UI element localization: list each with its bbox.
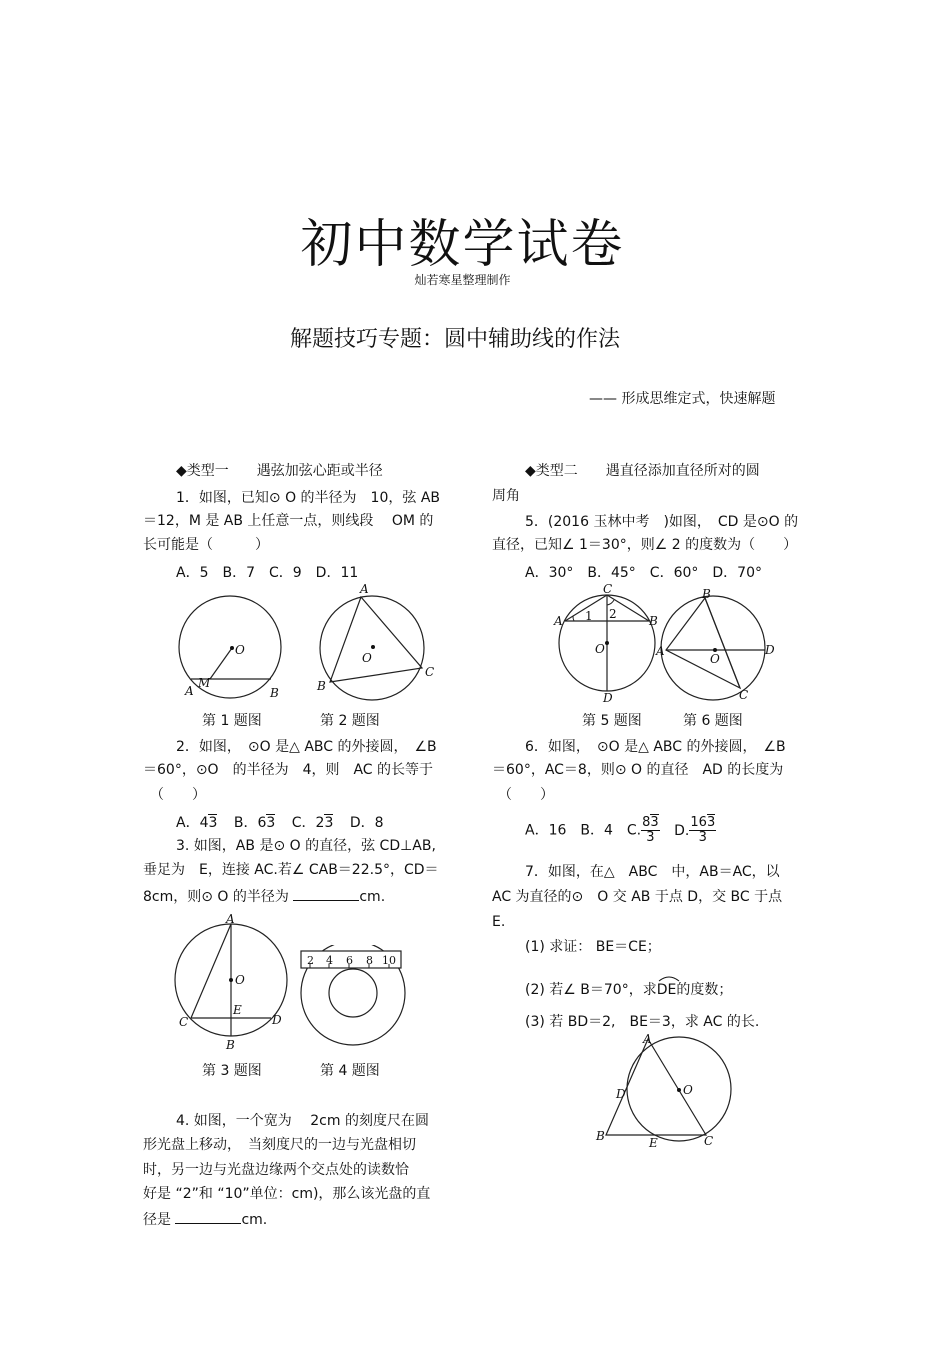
type2-heading: ◆类型二 遇直径添加直径所对的圆: [525, 463, 760, 479]
caption-fig2: 第 2 题图: [320, 713, 380, 729]
answer-blank-q4[interactable]: [175, 1211, 241, 1224]
q7-part3: (3) 若 BD＝2, BE＝3，求 AC 的长.: [525, 1014, 760, 1030]
q4-line1: 4. 如图，一个宽为 2cm 的刻度尺在圆: [176, 1113, 429, 1129]
q1-line1: 1．如图，已知⊙ O 的半径为 10，弦 AB: [176, 490, 441, 506]
q2-options: A．43 B．63 C．23 D．8: [176, 815, 384, 831]
q3-line3: 8cm，则⊙ O 的半径为 cm.: [143, 889, 386, 905]
q3-line1: 3. 如图，AB 是⊙ O 的直径，弦 CD⊥AB,: [176, 838, 436, 854]
figure-5: [548, 584, 660, 704]
label-C: C: [425, 665, 435, 679]
label-D: D: [272, 1013, 282, 1027]
figure-6: [653, 586, 778, 704]
label-C: C: [704, 1134, 714, 1148]
ruler-mark-10: 10: [382, 954, 396, 967]
ruler-mark-2: 2: [307, 954, 314, 967]
q6-line3: （ ）: [498, 787, 554, 803]
type2-heading-2: 周角: [492, 488, 520, 504]
angle-2: 2: [609, 607, 617, 621]
q3-line2: 垂足为 E，连接 AC.若∠ CAB＝22.5°，CD＝: [143, 862, 439, 878]
label-A: A: [226, 912, 235, 926]
label-D: D: [603, 691, 613, 704]
q6-options: A．16 B．4 C. $\frac{83}{3}$ D. $\frac{163}{3}$: [525, 815, 716, 845]
label-C: C: [739, 688, 749, 702]
q5-line2: 直径，已知∠ 1＝30°，则∠ 2 的度数为（ ）: [492, 537, 798, 553]
q4-line4: 好是 “2”和 “10”单位：cm)，那么该光盘的直: [143, 1186, 431, 1202]
ruler-mark-6: 6: [346, 954, 353, 967]
label-O: O: [235, 973, 245, 987]
figure-2: [310, 580, 440, 705]
ruler-mark-4: 4: [326, 954, 333, 967]
q6-line2: ＝60°，AC＝8，则⊙ O 的直径 AD 的长度为: [492, 762, 784, 778]
label-O: O: [683, 1083, 693, 1097]
label-C: C: [603, 584, 613, 596]
answer-blank-q3[interactable]: [293, 888, 359, 901]
label-O: O: [235, 643, 245, 657]
label-D: D: [765, 643, 775, 657]
q2-line1: 2．如图， ⊙O 是△ ABC 的外接圆， ∠B: [176, 739, 437, 755]
page-title: 初中数学试卷: [300, 215, 625, 275]
caption-fig5: 第 5 题图: [582, 713, 642, 729]
label-M: M: [198, 676, 211, 690]
q1-line3: 长可能是（ ）: [143, 537, 269, 553]
caption-fig1: 第 1 题图: [202, 713, 262, 729]
q5-line1: 5．(2016 玉林中考 )如图， CD 是⊙O 的: [525, 514, 799, 530]
q2-line3: （ ）: [150, 787, 206, 803]
label-B: B: [270, 686, 279, 700]
label-A: A: [656, 644, 665, 658]
figure-3: [170, 912, 295, 1052]
figure-1: [170, 590, 295, 705]
label-A: A: [185, 684, 194, 698]
angle-1: 1: [585, 609, 593, 623]
q4-line5: 径是 cm.: [143, 1212, 268, 1228]
label-O: O: [710, 652, 720, 666]
label-B: B: [317, 679, 326, 693]
author-line: 灿若寒星整理制作: [414, 273, 511, 287]
label-B: B: [596, 1129, 605, 1143]
caption-fig3: 第 3 题图: [202, 1063, 262, 1079]
q7-line2: AC 为直径的⊙ O 交 AB 于点 D，交 BC 于点: [492, 889, 783, 905]
figure-4: [298, 945, 408, 1050]
q6-line1: 6．如图， ⊙O 是△ ABC 的外接圆， ∠B: [525, 739, 786, 755]
label-E: E: [649, 1136, 658, 1150]
q5-options: A．30° B．45° C．60° D．70°: [525, 565, 762, 581]
label-O: O: [595, 642, 605, 656]
label-B: B: [702, 587, 711, 601]
q4-line2: 形光盘上移动， 当刻度尺的一边与光盘相切: [143, 1137, 416, 1153]
figure-7: [593, 1032, 738, 1150]
caption-fig6: 第 6 题图: [683, 713, 743, 729]
label-A: A: [554, 614, 563, 628]
ruler-mark-8: 8: [366, 954, 373, 967]
q2-line2: ＝60°，⊙O 的半径为 4，则 AC 的长等于: [143, 762, 434, 778]
motto: —— 形成思维定式，快速解题: [589, 391, 776, 407]
topic-title: 解题技巧专题：圆中辅助线的作法: [289, 327, 620, 352]
label-O: O: [362, 651, 372, 665]
q7-part2: (2) 若∠ B＝70°，求 DE的度数；: [525, 980, 732, 1000]
q7-line3: E.: [492, 914, 506, 930]
label-E: E: [233, 1003, 242, 1017]
label-D: D: [616, 1087, 626, 1101]
type1-heading: ◆类型一 遇弦加弦心距或半径: [176, 463, 383, 479]
label-B: B: [649, 614, 658, 628]
q1-options: A．5 B．7 C．9 D．11: [176, 565, 359, 581]
label-A: A: [360, 582, 369, 596]
caption-fig4: 第 4 题图: [320, 1063, 380, 1079]
q7-line1: 7．如图，在△ ABC 中，AB＝AC，以: [525, 864, 780, 880]
label-B: B: [226, 1038, 235, 1052]
q1-line2: ＝12，M 是 AB 上任意一点，则线段 OM 的: [143, 513, 434, 529]
label-A: A: [643, 1032, 652, 1046]
q4-line3: 时，另一边与光盘边缘两个交点处的读数恰: [143, 1162, 409, 1178]
label-C: C: [179, 1015, 189, 1029]
q7-part1: (1) 求证： BE＝CE；: [525, 939, 661, 955]
